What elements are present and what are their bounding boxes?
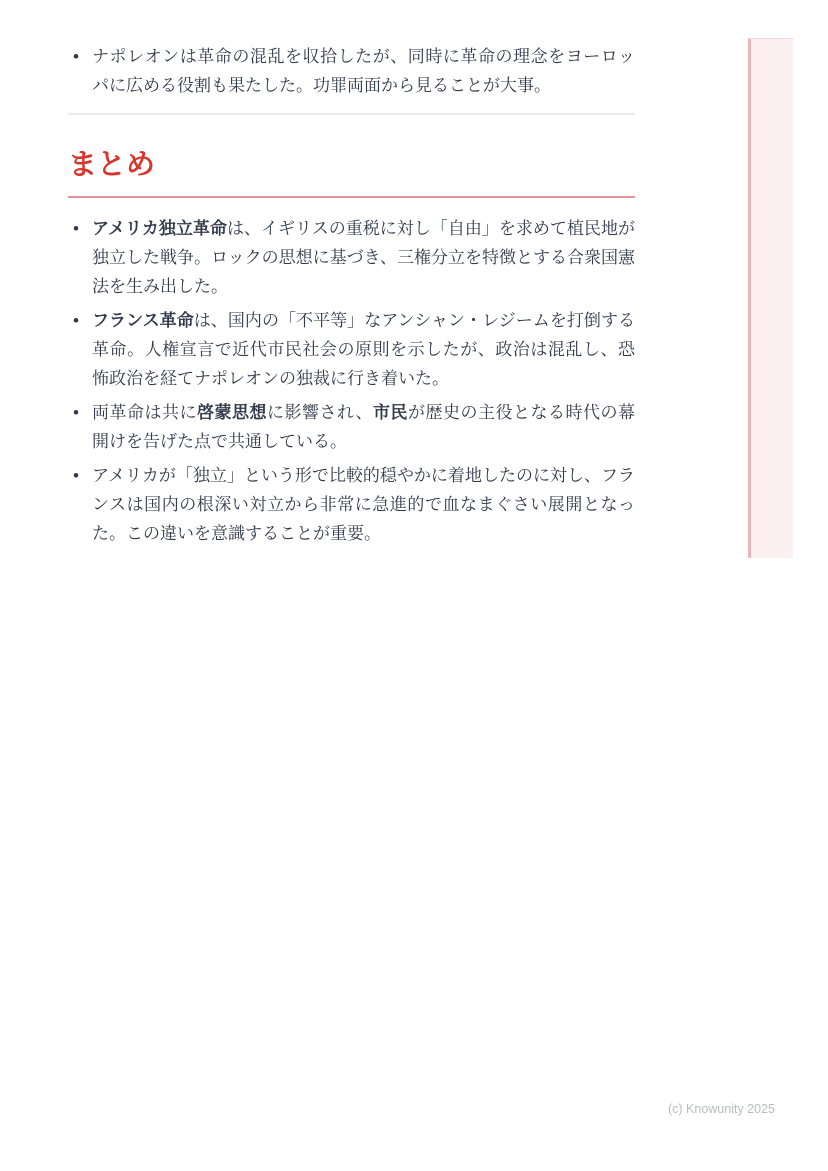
document-content	[68, 0, 635, 553]
summary-section	[68, 147, 635, 548]
list-item	[68, 42, 635, 100]
list-item	[68, 398, 635, 456]
bold-text-run: アメリカ独立革命	[92, 219, 227, 238]
list-item	[68, 306, 635, 393]
text-run: ナポレオンは革命の混乱を収拾したが、同時に革命の理念をヨーロッパに広める役割も果たした。功罪両面から見ることが大事。	[92, 47, 635, 95]
bold-text-run: フランス革命	[92, 311, 194, 330]
list-item	[68, 214, 635, 301]
vertical-scrollbar-thumb[interactable]	[748, 38, 793, 558]
text-run: は、イギリスの重税に対し「自由」を求めて植民地が独立した戦争。ロックの思想に基づき、三権分立を特徴とする合衆国憲法を生み出した。	[92, 219, 635, 296]
summary-bullet-list	[68, 214, 635, 548]
text-run: が歴史の主役となる時代の幕開けを告げた点で共通している。	[92, 403, 636, 451]
summary-heading: まとめ	[68, 147, 635, 198]
intro-bullet-list	[68, 42, 635, 100]
list-item	[68, 461, 635, 548]
section-divider	[68, 113, 635, 115]
previous-section-tail	[68, 42, 635, 100]
text-run: は、国内の「不平等」なアンシャン・レジームを打倒する革命。人権宣言で近代市民社会の原則を示したが、政治は混乱し、恐怖政治を経てナポレオンの独裁に行き着いた。	[92, 311, 635, 388]
text-run: 両革命は共に	[92, 403, 197, 422]
text-run: に影響され、	[267, 403, 374, 422]
text-run: アメリカが「独立」という形で比較的穏やかに着地したのに対し、フランスは国内の根深い対立から非常に急進的で血なまぐさい展開となった。この違いを意識することが重要。	[92, 466, 635, 543]
bold-text-run: 啓蒙思想	[197, 403, 267, 422]
bold-text-run: 市民	[373, 403, 409, 422]
footer-copyright: (c) Knowunity 2025	[667, 1102, 775, 1116]
